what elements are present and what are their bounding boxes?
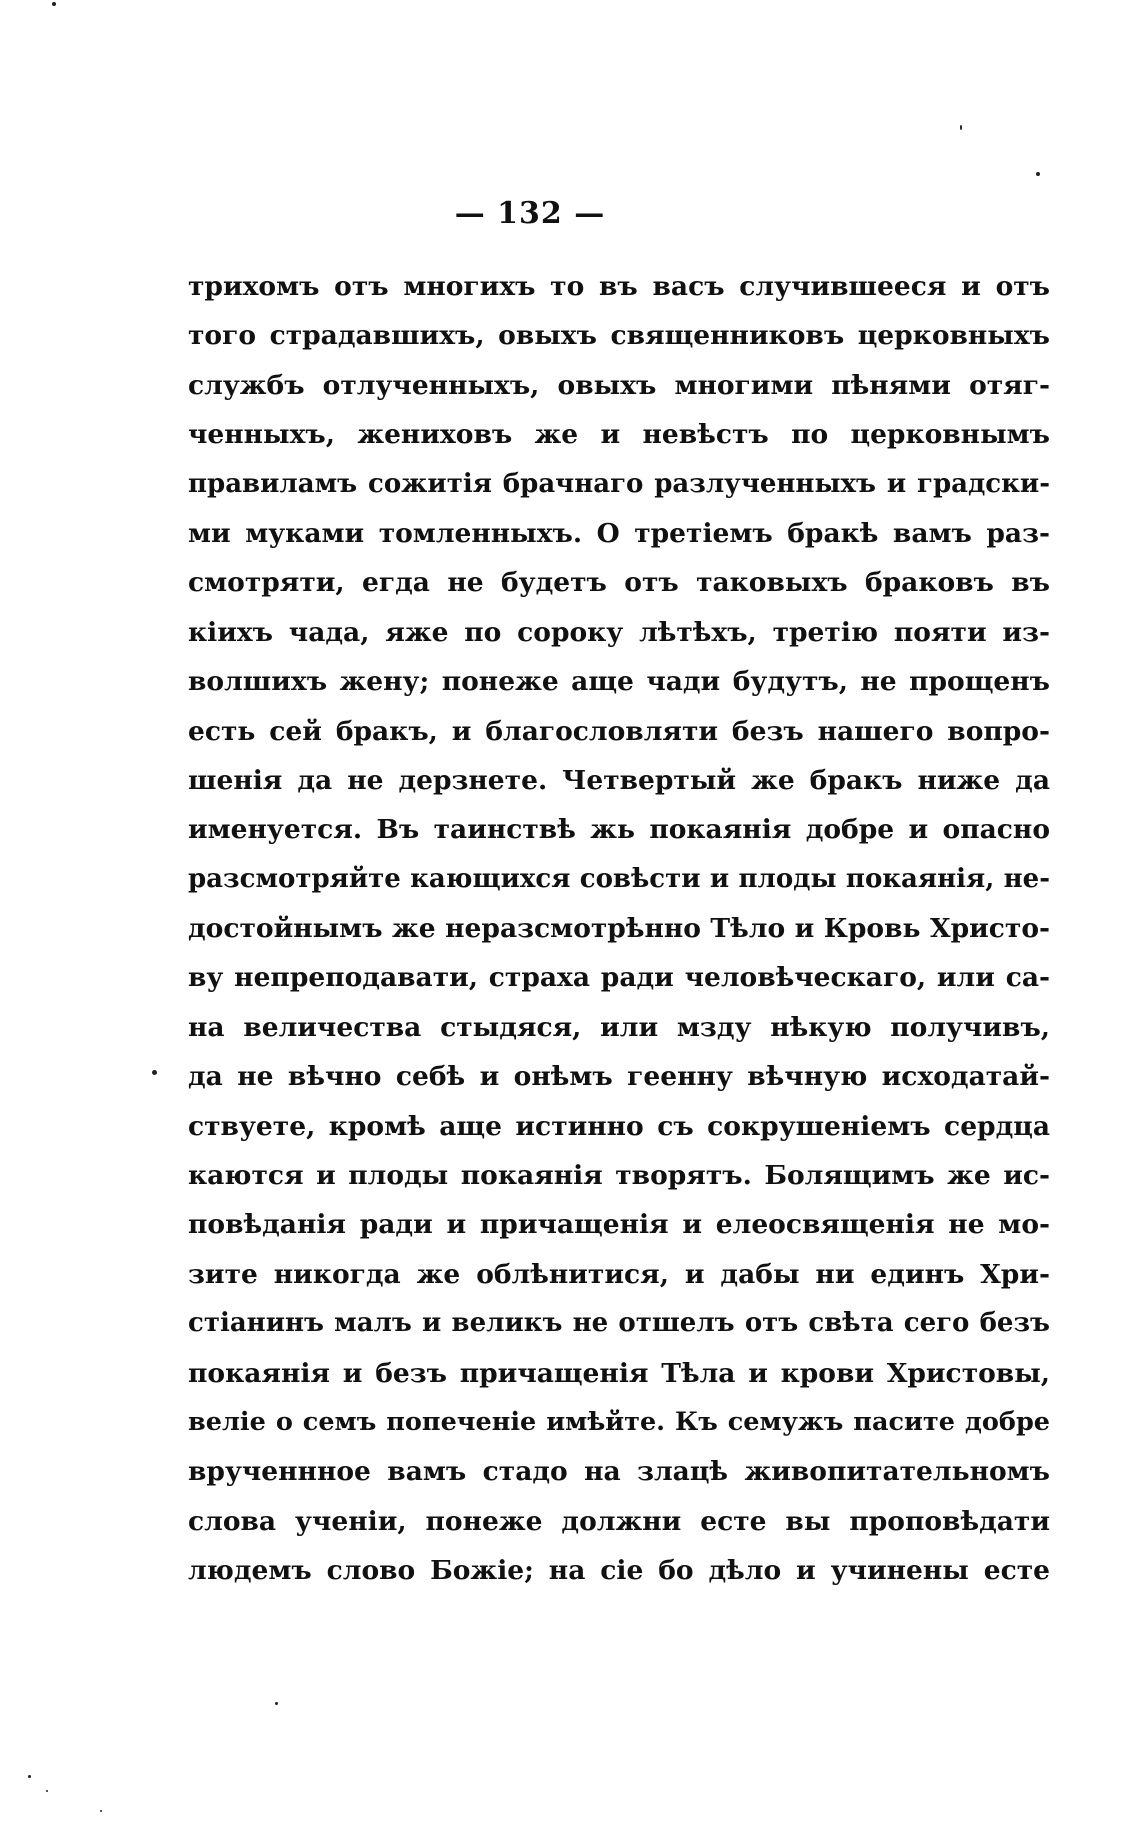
text-line: разсмотряйте кающихся совѣсти и плоды покаянія, не- — [188, 863, 1050, 894]
scan-speck — [46, 1790, 48, 1792]
text-line: смотряти, егда не будетъ отъ таковыхъ браковъ въ — [188, 567, 1050, 599]
text-line: кіихъ чада, яже по сороку лѣтѣхъ, третію пояти из- — [188, 616, 1050, 648]
text-line: волшихъ жену; понеже аще чади будутъ, не прощенъ — [188, 666, 1050, 698]
page-number: — 132 — — [454, 196, 606, 231]
text-line: покаянія и безъ причащенія Тѣла и крови Христовы, — [188, 1357, 1050, 1389]
text-line: шенія да не дерзнете. Четвертый же бракъ ниже да — [188, 764, 1050, 796]
scan-speck — [152, 1070, 157, 1075]
text-line: зите никогда же облѣнитися, и дабы ни единъ Хри- — [188, 1258, 1050, 1290]
text-line: ву непреподавати, страха ради человѣческаго, или са- — [188, 962, 1050, 994]
text-line: достойнымъ же неразсмотрѣнно Тѣло и Кровь Христо- — [188, 913, 1050, 945]
text-line: есть сей бракъ, и благословляти безъ нашего вопро- — [188, 715, 1050, 747]
text-line: ствуете, кромѣ аще истинно съ сокрушеніемъ сердца — [188, 1110, 1050, 1142]
text-line: людемъ слово Божіе; на сіе бо дѣло и учинены есте — [188, 1555, 1050, 1587]
text-line: да не вѣчно себѣ и онѣмъ геенну вѣчную исходатай- — [188, 1061, 1050, 1093]
scan-speck — [275, 1702, 278, 1705]
scan-speck — [960, 125, 962, 130]
text-line: правиламъ сожитія брачнаго разлученныхъ и градски- — [188, 468, 1050, 499]
text-line: слова ученіи, понеже должни есте вы проповѣдати — [188, 1505, 1050, 1537]
text-line: каются и плоды покаянія творятъ. Болящимъ же ис- — [188, 1160, 1050, 1192]
text-line: именуется. Въ таинствѣ жь покаянія добре и опасно — [188, 814, 1050, 846]
scan-speck — [1036, 172, 1040, 176]
text-line: на величества стыдяся, или мзду нѣкую получивъ, — [188, 1011, 1050, 1043]
text-line: трихомъ отъ многихъ то въ васъ случившееся и отъ — [188, 271, 1050, 302]
text-line: стіанинъ малъ и великъ не отшелъ отъ свѣта сего безъ — [188, 1308, 1050, 1339]
text-line: того страдавшихъ, овыхъ священниковъ церковныхъ — [188, 320, 1050, 352]
text-line: ми муками томленныхъ. О третіемъ бракѣ вамъ раз- — [188, 517, 1050, 549]
text-line: повѣданія ради и причащенія и елеосвященія не мо- — [188, 1209, 1050, 1241]
text-line: врученнное вамъ стадо на злацѣ живопитательномъ — [188, 1456, 1050, 1488]
scan-speck — [28, 1775, 31, 1778]
scan-speck — [100, 1810, 102, 1812]
text-line: службъ отлученныхъ, овыхъ многими пѣнями отяг- — [188, 369, 1050, 401]
body-text — [188, 262, 1050, 1596]
text-line: веліе о семъ попеченіе имѣйте. Къ семужъ пасите добре — [188, 1406, 1050, 1437]
scan-speck — [52, 2, 56, 6]
text-line: ченныхъ, жениховъ же и невѣстъ по церковнымъ — [188, 419, 1050, 451]
